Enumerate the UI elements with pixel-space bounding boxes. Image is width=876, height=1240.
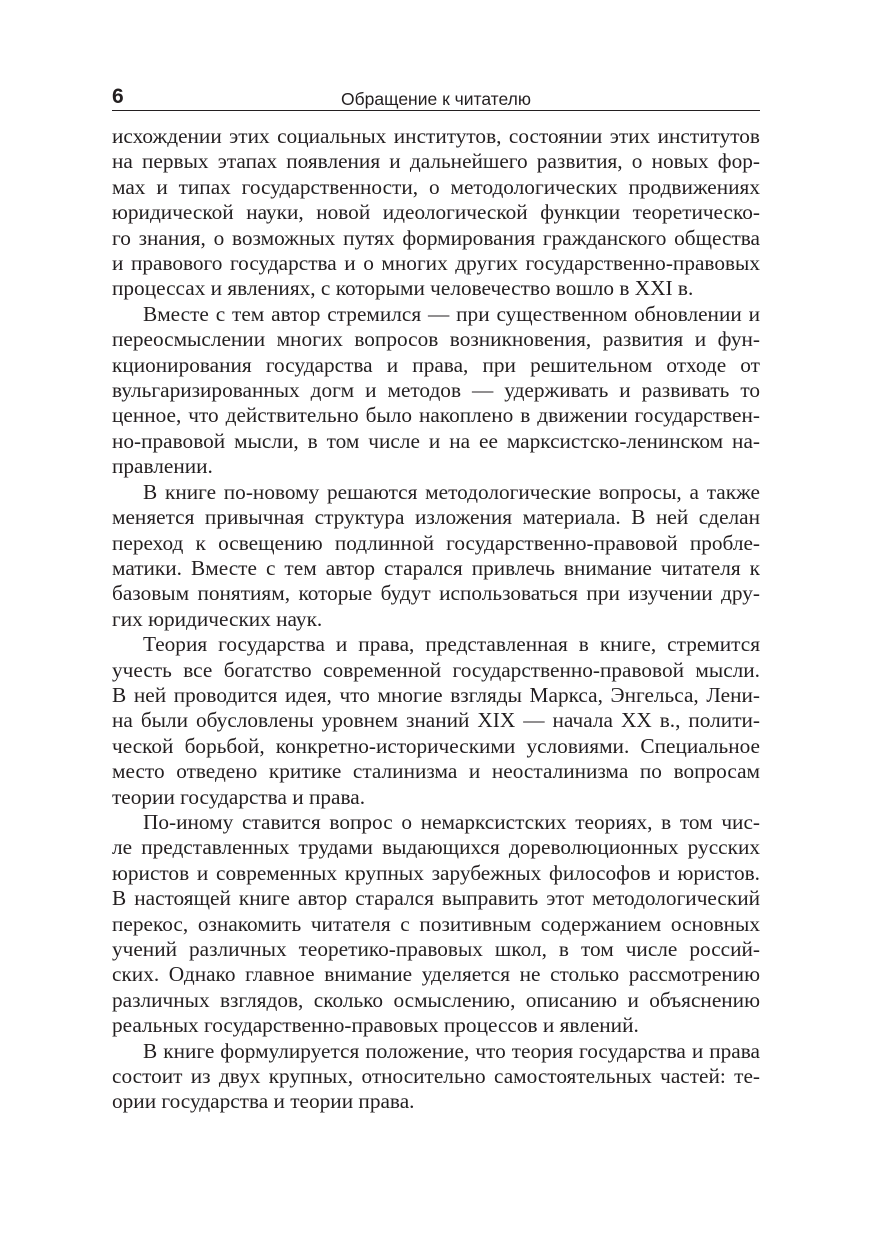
text-line: гих юридических наук. [112, 606, 323, 631]
page-number: 6 [112, 85, 124, 108]
text-line: учесть все богатство современной государственно-правовой мысли. [112, 657, 760, 682]
text-line: место отведено критике сталинизма и неосталинизма по вопросам [112, 759, 760, 784]
text-line: реальных государственно-правовых процессов и явлений. [112, 1013, 639, 1038]
text-line: кционирования государства и права, при решительном отходе от [112, 352, 760, 377]
text-line: В настоящей книге автор старался выправить этот методологический [112, 886, 760, 911]
text-line: но-правовой мысли, в том числе и на ее марксистско-ленинском на- [112, 428, 760, 453]
paragraph [112, 632, 760, 810]
text-line: матики. Вместе с тем автор старался привлечь внимание читателя к [112, 555, 760, 580]
paragraph [112, 1039, 760, 1115]
body-text [112, 124, 760, 1115]
text-line: базовым понятиям, которые будут использоваться при изучении дру- [112, 581, 760, 606]
paragraph [112, 480, 760, 632]
page-header [112, 84, 760, 111]
text-line: мах и типах государственности, о методологических продвижениях [112, 174, 760, 199]
paragraph [112, 124, 760, 302]
text-line: ческой борьбой, конкретно-историческими условиями. Специальное [112, 733, 760, 758]
text-line: юридической науки, новой идеологической функции теоретическо- [112, 200, 760, 225]
text-line: меняется привычная структура изложения материала. В ней сделан [112, 505, 760, 530]
text-line: перекос, ознакомить читателя с позитивным содержанием основных [112, 911, 760, 936]
text-line: процессах и явлениях, с которыми человечество вошло в XXI в. [112, 276, 694, 301]
text-line: на были обусловлены уровнем знаний XIX — начала XX в., полити- [112, 708, 760, 733]
text-line: ле представленных трудами выдающихся дореволюционных русских [112, 835, 760, 860]
text-line: исхождении этих социальных институтов, состоянии этих институтов [112, 124, 760, 148]
text-line: теории государства и права. [112, 784, 366, 809]
text-line: вульгаризированных догм и методов — удерживать и развивать то [112, 378, 760, 403]
text-line: юристов и современных крупных зарубежных философов и юристов. [112, 860, 760, 885]
paragraph [112, 302, 760, 480]
text-line: По-иному ставится вопрос о немарксистских теориях, в том чис- [143, 809, 760, 834]
text-line: го знания, о возможных путях формирования гражданского общества [112, 225, 760, 250]
text-line: на первых этапах появления и дальнейшего развития, о новых фор- [112, 149, 760, 174]
text-line: и правового государства и о многих других государственно-правовых [112, 251, 760, 276]
text-line: Вместе с тем автор стремился — при существенном обновлении и [143, 301, 760, 326]
text-line: В книге по-новому решаются методологические вопросы, а также [143, 479, 760, 504]
text-line: ории государства и теории права. [112, 1089, 415, 1114]
text-line: состоит из двух крупных, относительно самостоятельных частей: те- [112, 1064, 760, 1089]
running-title: Обращение к читателю [341, 89, 531, 109]
text-line: учений различных теоретико-правовых школ, в том числе россий- [112, 937, 760, 961]
text-line: В книге формулируется положение, что теория государства и права [143, 1038, 760, 1063]
text-line: ских. Однако главное внимание уделяется не столько рассмотрению [112, 962, 760, 987]
text-line: различных взглядов, сколько осмыслению, описанию и объяснению [112, 987, 760, 1012]
text-line: правлении. [112, 454, 213, 479]
text-line: переосмыслении многих вопросов возникновения, развития и фун- [112, 327, 760, 352]
text-line: переход к освещению подлинной государственно-правовой пробле- [112, 530, 760, 555]
text-line: ценное, что действительно было накоплено в движении государствен- [112, 403, 760, 428]
text-line: В ней проводится идея, что многие взгляды Маркса, Энгельса, Лени- [112, 682, 760, 707]
paragraph [112, 810, 760, 1039]
text-line: Теория государства и права, представленная в книге, стремится [143, 632, 760, 657]
